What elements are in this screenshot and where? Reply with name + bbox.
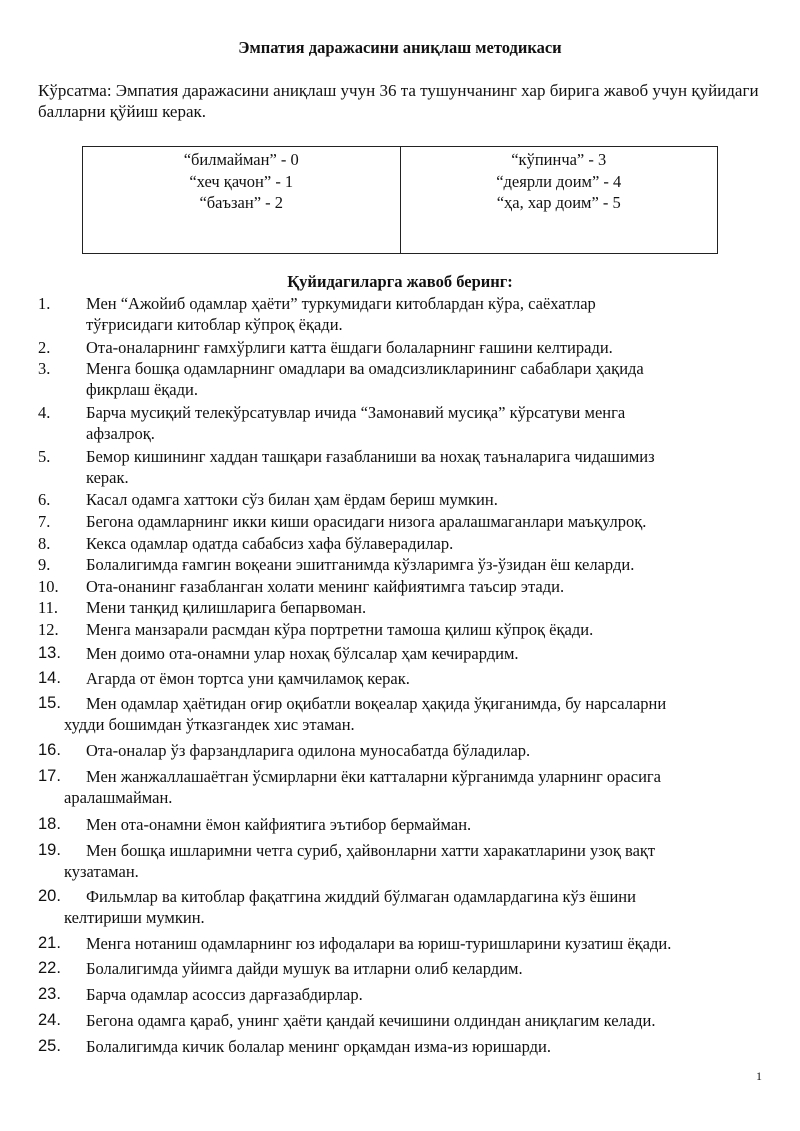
question-item [38, 446, 778, 488]
question-number: 18. [38, 815, 61, 833]
question-text: Ота-оналарнинг ғамхўрлиги катта ёшдаги болаларнинг ғашини келтиради. [86, 338, 613, 357]
scale-item: “кўпинча” - 3 [511, 150, 607, 169]
question-item [38, 958, 778, 979]
question-text-continued: келтириши мумкин. [64, 908, 205, 927]
question-text: Барча мусиқий телекўрсатувлар ичида “Замонавий мусиқа” кўрсатуви менга [86, 403, 626, 422]
question-text: Менга манзарали расмдан кўра портретни тамоша қилиш кўпроқ ёқади. [86, 620, 594, 639]
scale-item: “деярли доим” - 4 [496, 171, 622, 191]
question-text: Бемор кишининг хаддан ташқари ғазабланиши ва нохақ таъналарига чидашимиз [86, 447, 655, 466]
question-text: Мен “Ажойиб одамлар ҳаёти” туркумидаги китоблардан кўра, саёхатлар [86, 294, 596, 313]
question-item [38, 337, 778, 358]
question-number: 4. [38, 403, 51, 422]
question-number: 17. [38, 767, 61, 785]
scale-item: “билмайман” - 0 [183, 150, 299, 169]
question-item [38, 886, 778, 928]
question-item [38, 933, 778, 954]
question-item [38, 619, 778, 640]
question-item [38, 576, 778, 597]
question-text: Мен ота-онамни ёмон кайфиятига эътибор бермайман. [86, 815, 472, 834]
question-text: Мен доимо ота-онамни улар нохақ бўлсалар ҳам кечирардим. [86, 644, 519, 663]
question-number: 12. [38, 620, 59, 639]
question-text-continued: худди бошимдан ўтказгандек хис этаман. [64, 715, 355, 734]
question-text: Мен бошқа ишларимни четга суриб, ҳайвонларни хатти харакатларини узоқ вақт [86, 841, 656, 860]
question-item [38, 814, 778, 835]
question-item [38, 358, 778, 400]
question-text-continued: фикрлаш ёқади. [86, 380, 198, 399]
question-text: Фильмлар ва китоблар фақатгина жиддий бўлмаган одамлардагина кўз ёшини [86, 887, 636, 906]
question-item [38, 597, 778, 618]
question-number: 16. [38, 741, 61, 759]
scale-item: “баъзан” - 2 [199, 193, 284, 212]
question-text: Касал одамга хаттоки сўз билан ҳам ёрдам бериш мумкин. [86, 490, 498, 509]
question-number: 5. [38, 447, 51, 466]
question-item [38, 740, 778, 761]
question-number: 25. [38, 1037, 61, 1055]
question-item [38, 511, 778, 532]
scale-right-cell [400, 147, 718, 254]
question-item [38, 643, 778, 664]
question-text-continued: аралашмайман. [64, 788, 173, 807]
question-text: Ота-оналар ўз фарзандларига одилона муносабатда бўладилар. [86, 741, 531, 760]
question-item [38, 533, 778, 554]
question-number: 7. [38, 512, 51, 531]
questions-heading: Қуйидагиларга жавоб беринг: [287, 272, 513, 291]
scale-item: “ҳа, хар доим” - 5 [496, 193, 621, 212]
question-number: 3. [38, 359, 51, 378]
question-number: 19. [38, 841, 61, 859]
question-text-continued: тўғрисидаги китоблар кўпроқ ёқади. [86, 315, 343, 334]
question-text: Мени танқид қилишларига бепарвоман. [86, 598, 367, 617]
question-number: 14. [38, 669, 61, 687]
question-item [38, 489, 778, 510]
question-item [38, 984, 778, 1005]
question-text: Болалигимда кичик болалар менинг орқамдан изма-из юришарди. [86, 1037, 551, 1056]
question-item [38, 840, 778, 882]
instruction-text: Кўрсатма: Эмпатия даражасини аниқлаш учун 36 та тушунчанинг хар бирига жавоб учун қуйидаги балларни қўйиш керак. [38, 81, 759, 121]
question-number: 9. [38, 555, 51, 574]
question-item [38, 1036, 778, 1057]
question-number: 1. [38, 294, 51, 313]
question-item [38, 293, 778, 335]
question-text: Ота-онанинг ғазабланган холати менинг кайфиятимга таъсир этади. [86, 577, 565, 596]
question-text: Мен жанжаллашаётган ўсмирларни ёки катталарни кўрганимда уларнинг орасига [86, 767, 662, 786]
scale-left-cell [83, 147, 401, 254]
question-number: 24. [38, 1011, 61, 1029]
question-text: Кекса одамлар одатда сабабсиз хафа бўлаверадилар. [86, 534, 454, 553]
page-title: Эмпатия даражасини аниқлаш методикаси [238, 38, 562, 57]
question-text: Менга нотаниш одамларнинг юз ифодалари ва юриш-туришларини кузатиш ёқади. [86, 934, 672, 953]
question-number: 23. [38, 985, 61, 1003]
question-text: Менга бошқа одамларнинг омадлари ва омадсизликларининг сабаблари ҳақида [86, 359, 644, 378]
question-item [38, 402, 778, 444]
question-number: 6. [38, 490, 51, 509]
question-number: 15. [38, 694, 61, 712]
question-item [38, 668, 778, 689]
question-number: 13. [38, 644, 61, 662]
question-number: 21. [38, 934, 61, 952]
question-number: 2. [38, 338, 51, 357]
question-text: Бегона одамларнинг икки киши орасидаги низога аралашмаганлари маъқулроқ. [86, 512, 647, 531]
question-item [38, 693, 778, 735]
question-number: 11. [38, 598, 59, 617]
question-text-continued: кузатаман. [64, 862, 139, 881]
question-text: Болалигимда уйимга дайди мушук ва итларни олиб келардим. [86, 959, 523, 978]
scale-item: “хеч қачон” - 1 [189, 171, 294, 191]
question-text-continued: керак. [86, 468, 129, 487]
question-text: Агарда от ёмон тортса уни қамчиламоқ керак. [86, 669, 410, 688]
question-item [38, 554, 778, 575]
question-text: Болалигимда ғамгин воқеани эшитганимда кўзларимга ўз-ўзидан ёш келарди. [86, 555, 635, 574]
question-number: 20. [38, 887, 61, 905]
question-item [38, 1010, 778, 1031]
question-text: Мен одамлар ҳаётидан оғир оқибатли воқеалар ҳақида ўқиганимда, бу нарсаларни [86, 694, 667, 713]
question-text: Барча одамлар асоссиз дарғазабдирлар. [86, 985, 363, 1004]
scoring-scale-table [82, 146, 718, 254]
question-number: 10. [38, 577, 59, 596]
question-number: 22. [38, 959, 61, 977]
question-item [38, 766, 778, 808]
question-text-continued: афзалроқ. [86, 424, 155, 443]
page-number: 1 [756, 1069, 762, 1083]
question-text: Бегона одамга қараб, унинг ҳаёти қандай кечишини олдиндан аниқлагим келади. [86, 1011, 656, 1030]
question-number: 8. [38, 534, 51, 553]
